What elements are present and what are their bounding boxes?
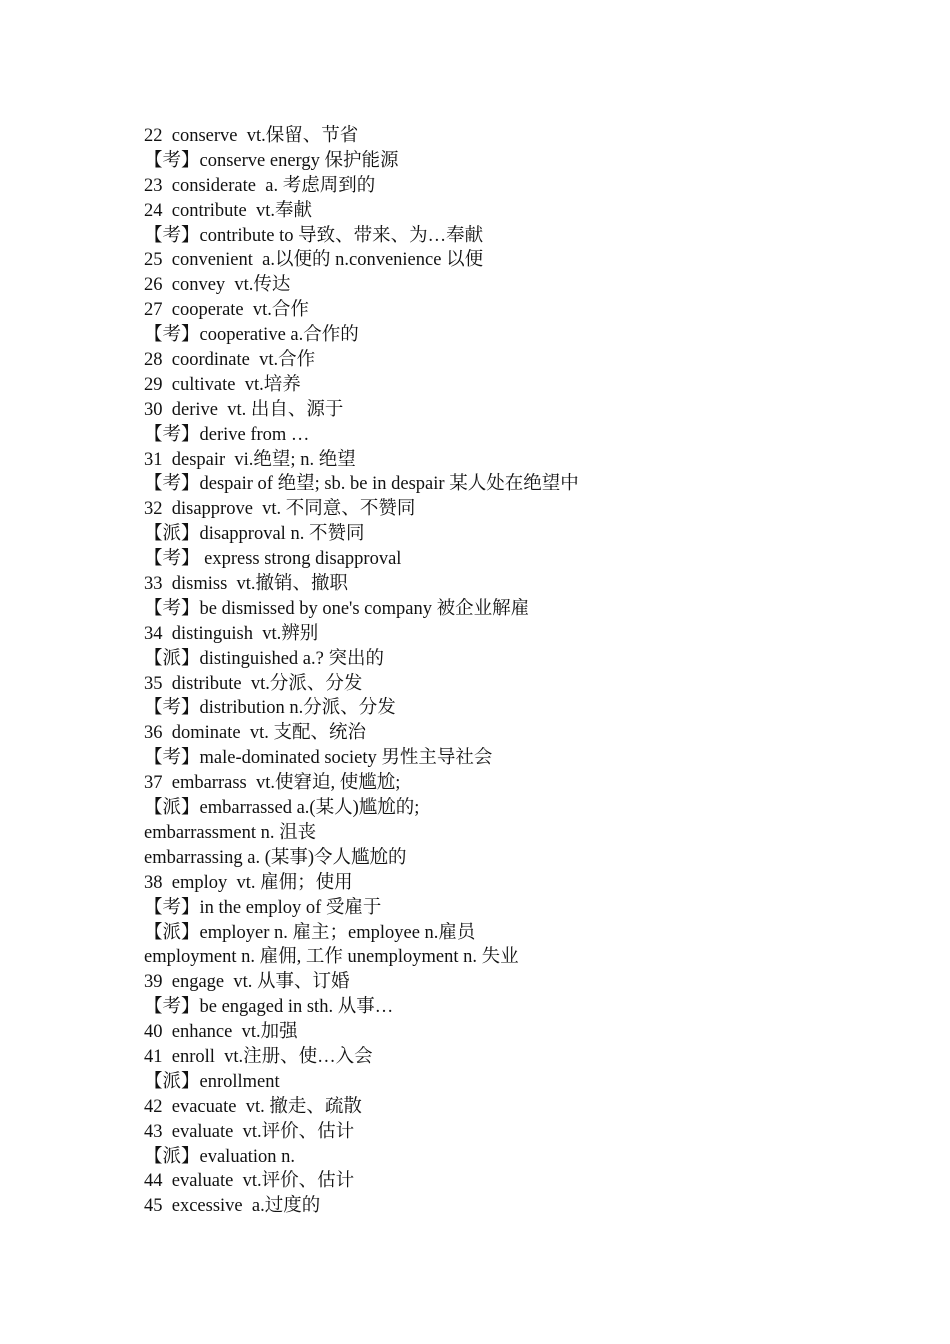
text-line: 25 convenient a.以便的 n.convenience 以便: [144, 250, 484, 271]
text-line: 22 conserve vt.保留、节省: [144, 126, 359, 146]
text-line: 【考】be engaged in sth. 从事…: [144, 997, 394, 1018]
text-line: 30 derive vt. 出自、源于: [144, 399, 344, 420]
text-line: 【考】be dismissed by one's company 被企业解雇: [144, 598, 530, 619]
text-line: 24 contribute vt.奉献: [144, 200, 313, 221]
text-line: employment n. 雇佣, 工作 unemployment n. 失业: [144, 947, 519, 968]
text-line: embarrassment n. 沮丧: [144, 822, 317, 843]
text-line: 【派】evaluation n.: [144, 1146, 296, 1167]
text-line: 32 disapprove vt. 不同意、不赞同: [144, 499, 416, 520]
text-line: embarrassing a. (某事)令人尴尬的: [144, 847, 407, 868]
document-body: [144, 124, 904, 1219]
text-line: 33 dismiss vt.撤销、撤职: [144, 574, 349, 595]
text-line: 27 cooperate vt.合作: [144, 300, 309, 321]
text-line: 36 dominate vt. 支配、统治: [144, 723, 366, 744]
text-line: 35 distribute vt.分派、分发: [144, 673, 363, 694]
text-line: 【派】distinguished a.? 突出的: [144, 648, 384, 669]
text-line: 42 evacuate vt. 撤走、疏散: [144, 1096, 362, 1117]
text-line: 【考】contribute to 导致、带来、为…奉献: [144, 225, 484, 246]
text-line: 【派】disapproval n. 不赞同: [144, 524, 365, 545]
text-line: 37 embarrass vt.使窘迫, 使尴尬;: [144, 773, 401, 794]
text-line: 【考】male-dominated society 男性主导社会: [144, 748, 493, 769]
text-line: 【考】derive from …: [144, 424, 310, 445]
text-line: 26 convey vt.传达: [144, 275, 291, 296]
text-line: 【考】distribution n.分派、分发: [144, 698, 396, 719]
text-line: 【考】conserve energy 保护能源: [144, 150, 399, 171]
text-line: 31 despair vi.绝望; n. 绝望: [144, 449, 356, 470]
text-line: 43 evaluate vt.评价、估计: [144, 1121, 355, 1142]
text-line: 39 engage vt. 从事、订婚: [144, 972, 350, 993]
text-line: 【考】despair of 绝望; sb. be in despair 某人处在绝望中: [144, 474, 579, 495]
text-line: 40 enhance vt.加强: [144, 1022, 298, 1043]
text-line: 【考】cooperative a.合作的: [144, 325, 359, 346]
text-line: 23 considerate a. 考虑周到的: [144, 175, 376, 196]
text-line: 29 cultivate vt.培养: [144, 374, 301, 395]
text-line: 38 employ vt. 雇佣；使用: [144, 872, 353, 893]
text-line: 【派】employer n. 雇主；employee n.雇员: [144, 922, 476, 943]
text-line: 28 coordinate vt.合作: [144, 350, 316, 371]
text-line: 【派】enrollment: [144, 1071, 280, 1092]
text-line: 41 enroll vt.注册、使…入会: [144, 1046, 373, 1067]
text-line: 45 excessive a.过度的: [144, 1196, 321, 1217]
text-line: 【派】embarrassed a.(某人)尴尬的;: [144, 798, 420, 819]
text-line: 【考】 express strong disapproval: [144, 549, 402, 570]
text-line: 34 distinguish vt.辨别: [144, 623, 319, 644]
text-line: 【考】in the employ of 受雇于: [144, 897, 382, 918]
text-line: 44 evaluate vt.评价、估计: [144, 1171, 355, 1192]
